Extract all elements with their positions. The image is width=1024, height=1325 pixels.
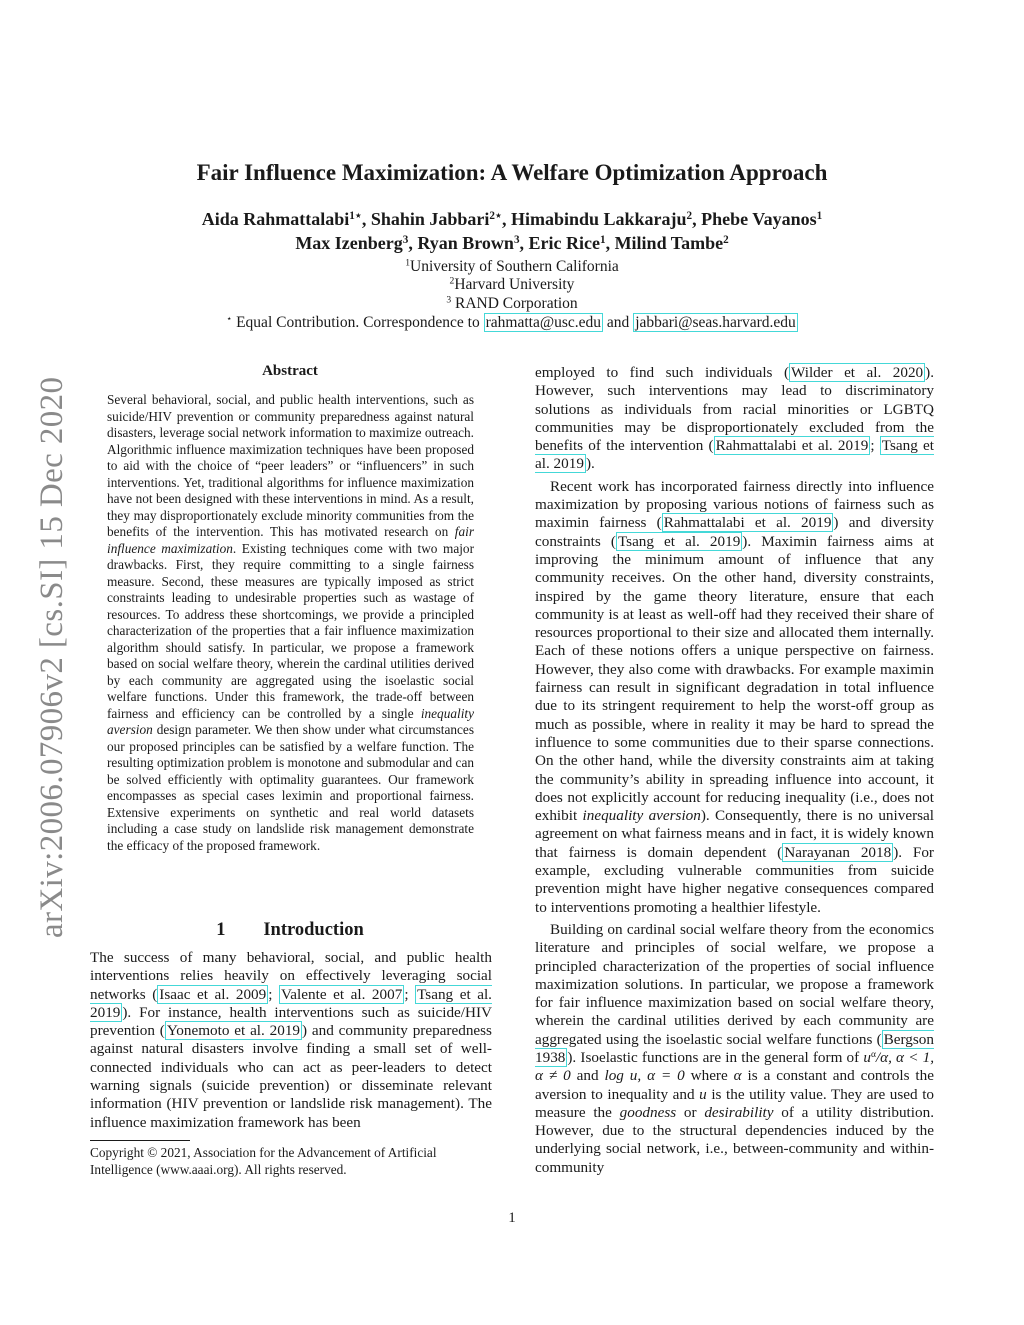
citation-link[interactable]: Tsang et al. 2019 [617,532,741,550]
footnote-rule [90,1140,190,1141]
math-expression: u [699,1085,707,1103]
arxiv-identifier: arXiv:2006.07906v2 [cs.SI] 15 Dec 2020 [34,376,70,938]
math-exponent: α [870,1049,876,1060]
author-affiliation-mark: 3 [402,233,409,246]
copyright-footnote: Copyright © 2021, Association for the Advancement of Artificial Intelligence (www.aaai.org). All rights reserved. [90,1145,437,1177]
affiliation-1: $^1$University of Southern California [405,257,619,275]
author-affiliation-mark: 2 [723,233,729,246]
author-name: Eric Rice [528,233,600,253]
math-expression: /α, α < 1, α ≠ 0 [535,1048,935,1085]
citation-link[interactable]: Isaac et al. 2009 [159,985,267,1003]
author-name: Ryan Brown [417,233,514,253]
affiliation-2: $^2$Harvard University [449,275,575,293]
email-link-rahmatta[interactable]: rahmatta@usc.edu [485,314,602,331]
abstract-heading: Abstract [262,363,318,379]
section-number: 1 [216,920,226,940]
paragraph: Recent work has incorporated fairness directly into influence maximization by proposing various notions of fairness such as maximin fairness ( Rahmattalabi et al. 2019 ) and diversity constraints ( Tsang et al. 2019 ). Maximin fairness aims at improving the minimum amount of influence that any community receives. On the other hand, diversity constraints, inspired by the game theory literature, ensure that each community is at least as well-off had they received their share of resources proportional to their size and allocated them internally. Each of these notions offers a unique perspective on fairness. However, they also come with drawbacks. For example maximin fairness can result in significant degradation in total influence due to its stringent requirement to help the worst-off group as much as possible, where in reality it may be hard to spread the influence to some communities due to their sparse connections. On the other hand, while the diversity constraints aim at taking the community’s ability in spreading influence into account, it does not explicitly account for reducing inequality (i.e., does not exhibit inequality aversion). Consequently, there is no universal agreement on what fairness means and in fact, it is widely known that fairness is domain dependent ( Narayanan 2018 ). For example, excluding vulnerable communities from suicide prevention might have higher negative consequences compared to interventions promoting a healthier lifestyle. [535,477,934,916]
correspondence-line: ⋆ Equal Contribution. Correspondence to rahmatta@usc.edu and jabbari@seas.harvard.edu [226,313,796,331]
author-line-1: Aida Rahmattalabi$^{1⋆}$, Shahin Jabbari$^{2⋆}$, Himabindu Lakkaraju$^2$, Phebe Vayanos$^1$ [201,209,823,229]
page-number: 1 [508,1210,516,1226]
author-name: Shahin Jabbari [370,209,490,229]
author-line-2: Max Izenberg$^3$, Ryan Brown$^3$, Eric Rice$^1$, Milind Tambe$^2$ [295,233,729,253]
author-name: Aida Rahmattalabi [201,209,350,229]
email-link-jabbari[interactable]: jabbari@seas.harvard.edu [635,314,796,331]
affiliation-3: $^3$ RAND Corporation [446,294,578,312]
author-affiliation-mark: 3 [513,233,520,246]
author-affiliation-mark: 1 [599,233,606,246]
author-name: Max Izenberg [295,233,403,253]
citation-link[interactable]: Rahmattalabi et al. 2019 [715,437,869,455]
paragraph: employed to find such individuals ( Wilder et al. 2020 ). However, such interventions may lead to discriminatory solutions as individuals from racial minorities or LGBTQ communities may be disproportionately excluded from the benefits of the intervention ( Rahmattalabi et al. 2019 ; Tsang et al. 2019 ). [535,364,934,473]
math-expression: log u, α = 0 [604,1067,685,1085]
paragraph: Building on cardinal social welfare theory from the economics literature and principles of social welfare, we propose a principled characterization of the properties of social influence maximization solutions. In particular, we propose a framework for fair influence maximization based on social welfare theory, wherein the cardinal utilities derived by each community are aggregated using the isoelastic social welfare functions ( Bergson 1938 ). Isoelastic functions are in the general form of $u^\alpha/\alpha$, α < 1, α ≠ 0 and log u, α = 0 where α is a constant and controls the aversion to inequality and u is the utility value. They are used to measure the goodness or desirability of a utility distribution. However, due to the structural dependencies induced by the underlying social network, i.e., between-community and within-community [535,920,935,1176]
citation-link[interactable]: Tsang et al. 2019 [535,437,934,473]
abstract-body: Several behavioral, social, and public health interventions, such as suicide/HIV prevention or community preparedness against natural disasters, leverage social network information to maximize outreach. Algorithmic influence maximization techniques have been proposed to aid with the choice of “peer leaders” or “influencers” in such interventions. Yet, traditional algorithms for influence maximization have not been designed with these interventions in mind. As a result, they may disproportionately exclude minority communities from the benefits of the intervention. This has motivated research on fair influence maximization. Existing techniques come with two major drawbacks. First, they require committing to a single fairness measure. Second, these measures are typically imposed as strict constraints leading to undesirable properties such as wastage of resources. To address these shortcomings, we provide a principled characterization of the properties that a fair influence maximization algorithm should satisfy. In particular, we propose a framework based on social welfare theory, wherein the cardinal utilities derived by each community are aggregated using the isoelastic social welfare functions. Under this framework, the trade-off between fairness and efficiency can be controlled by a single inequality aversion design parameter. We then show under what circumstances our proposed principles can be satisfied by a welfare function. The resulting optimization problem is monotone and submodular and can be solved efficiently with optimality guarantees. Our framework encompasses as special cases leximin and proportional fairness. Extensive experiments on synthetic and real world datasets including a case study on landslide risk management demonstrate the efficacy of the proposed framework. [107,392,474,853]
introduction-paragraph: The success of many behavioral, social, and public health interventions relies heavily on effectively leveraging social networks ( Isaac et al. 2009 ; Valente et al. 2007 ; Tsang et al. 2019 ). For instance, health interventions such as suicide/HIV prevention ( Yonemoto et al. 2019 ) and community preparedness against natural disasters involve finding a small set of well-connected individuals who can act as peer-leaders to detect warning signals (suicide prevention) or disseminate relevant information (HIV prevention or landslide risk management). The influence maximization framework has been [90,949,492,1131]
math-expression: u [863,1048,871,1066]
section-heading-introduction [90,920,490,941]
author-affiliation-mark: 1 [816,209,823,222]
right-column [535,364,934,1177]
author-name: Milind Tambe [614,233,724,253]
citation-link[interactable]: Narayanan 2018 [784,843,892,861]
citation-link[interactable]: Tsang et al. 2019 [90,985,492,1021]
author-name: Himabindu Lakkaraju [510,209,687,229]
math-expression: α [733,1067,742,1085]
paper-title: Fair Influence Maximization: A Welfare Optimization Approach [196,160,828,185]
citation-link[interactable]: Wilder et al. 2020 [791,364,924,381]
author-affiliation-mark: 1⋆ [349,209,362,222]
citation-link[interactable]: Rahmattalabi et al. 2019 [663,514,832,532]
section-title: Introduction [263,920,364,940]
citation-link[interactable]: Yonemoto et al. 2019 [166,1022,301,1040]
author-name: Phebe Vayanos [701,209,817,229]
citation-link[interactable]: Bergson 1938 [535,1030,934,1066]
citation-link[interactable]: Valente et al. 2007 [281,985,403,1003]
author-affiliation-mark: 2⋆ [489,209,502,222]
author-affiliation-mark: 2 [686,209,693,222]
